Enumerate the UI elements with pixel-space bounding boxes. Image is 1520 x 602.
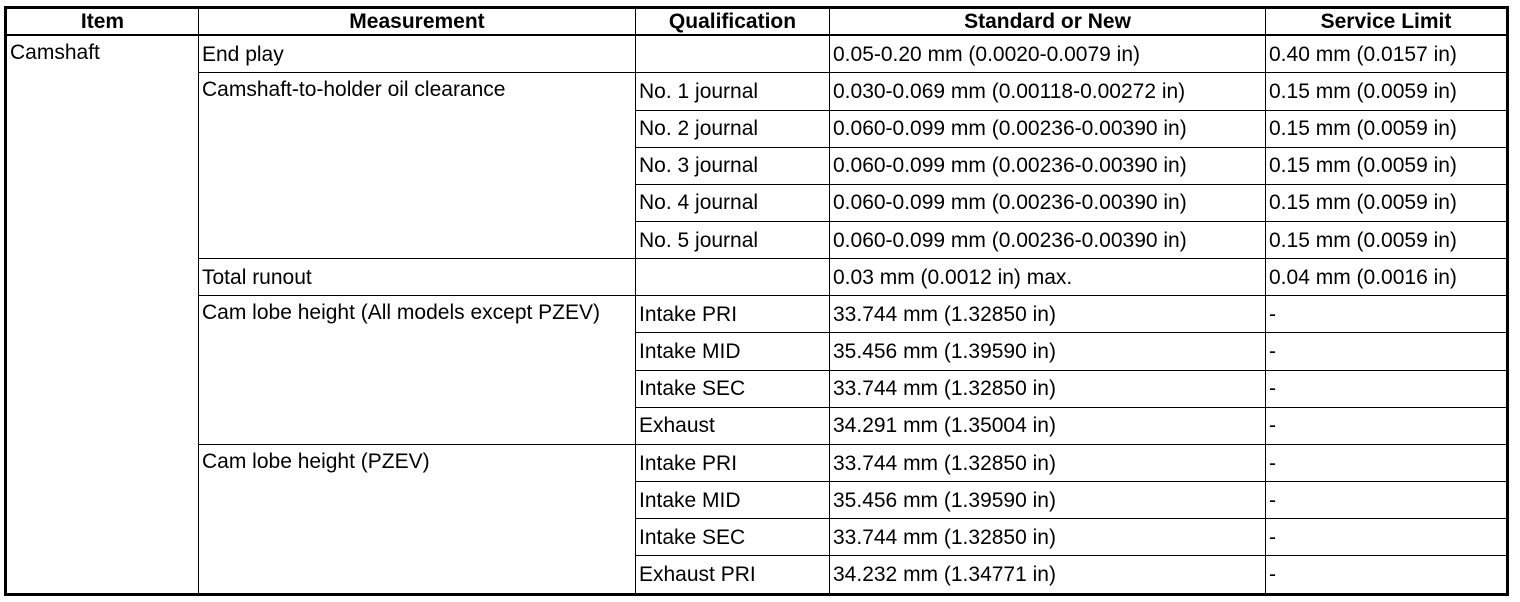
- standard-cell: 0.03 mm (0.0012 in) max.: [830, 259, 1266, 296]
- limit-cell: -: [1266, 407, 1508, 444]
- standard-cell: 0.060-0.099 mm (0.00236-0.00390 in): [830, 147, 1266, 184]
- limit-cell: 0.15 mm (0.0059 in): [1266, 73, 1508, 110]
- limit-cell: -: [1266, 482, 1508, 519]
- measurement-cell: Cam lobe height (PZEV): [199, 444, 636, 594]
- qualification-cell: No. 2 journal: [636, 110, 830, 147]
- header-measurement: Measurement: [199, 8, 636, 36]
- table-row: [6, 35, 1508, 73]
- limit-cell: 0.15 mm (0.0059 in): [1266, 184, 1508, 221]
- qualification-cell: [636, 259, 830, 296]
- standard-cell: 34.291 mm (1.35004 in): [830, 407, 1266, 444]
- header-service-limit: Service Limit: [1266, 8, 1508, 36]
- limit-cell: -: [1266, 556, 1508, 595]
- limit-cell: -: [1266, 333, 1508, 370]
- measurement-cell: Cam lobe height (All models except PZEV): [199, 296, 636, 445]
- limit-cell: -: [1266, 444, 1508, 481]
- limit-cell: -: [1266, 296, 1508, 333]
- qualification-cell: Exhaust: [636, 407, 830, 444]
- qualification-cell: Intake SEC: [636, 370, 830, 407]
- limit-cell: -: [1266, 370, 1508, 407]
- qualification-cell: Exhaust PRI: [636, 556, 830, 595]
- standard-cell: 33.744 mm (1.32850 in): [830, 519, 1266, 556]
- table-row: [6, 73, 1508, 110]
- qualification-cell: Intake MID: [636, 333, 830, 370]
- standard-cell: 0.060-0.099 mm (0.00236-0.00390 in): [830, 110, 1266, 147]
- table-row: [6, 296, 1508, 333]
- limit-cell: 0.04 mm (0.0016 in): [1266, 259, 1508, 296]
- limit-cell: -: [1266, 519, 1508, 556]
- measurement-cell: Total runout: [199, 259, 636, 296]
- qualification-cell: No. 1 journal: [636, 73, 830, 110]
- qualification-cell: Intake MID: [636, 482, 830, 519]
- qualification-cell: No. 5 journal: [636, 221, 830, 258]
- standard-cell: 0.030-0.069 mm (0.00118-0.00272 in): [830, 73, 1266, 110]
- standard-cell: 0.05-0.20 mm (0.0020-0.0079 in): [830, 35, 1266, 73]
- qualification-cell: No. 4 journal: [636, 184, 830, 221]
- measurement-cell: Camshaft-to-holder oil clearance: [199, 73, 636, 259]
- limit-cell: 0.40 mm (0.0157 in): [1266, 35, 1508, 73]
- limit-cell: 0.15 mm (0.0059 in): [1266, 110, 1508, 147]
- header-row: [6, 8, 1508, 36]
- header-item: Item: [6, 8, 199, 36]
- limit-cell: 0.15 mm (0.0059 in): [1266, 147, 1508, 184]
- standard-cell: 33.744 mm (1.32850 in): [830, 444, 1266, 481]
- standard-cell: 33.744 mm (1.32850 in): [830, 296, 1266, 333]
- qualification-cell: [636, 35, 830, 73]
- qualification-cell: Intake SEC: [636, 519, 830, 556]
- standard-cell: 0.060-0.099 mm (0.00236-0.00390 in): [830, 221, 1266, 258]
- qualification-cell: Intake PRI: [636, 296, 830, 333]
- standard-cell: 35.456 mm (1.39590 in): [830, 333, 1266, 370]
- header-qualification: Qualification: [636, 8, 830, 36]
- qualification-cell: Intake PRI: [636, 444, 830, 481]
- standard-cell: 0.060-0.099 mm (0.00236-0.00390 in): [830, 184, 1266, 221]
- qualification-cell: No. 3 journal: [636, 147, 830, 184]
- standard-cell: 33.744 mm (1.32850 in): [830, 370, 1266, 407]
- measurement-cell: End play: [199, 35, 636, 73]
- header-standard: Standard or New: [830, 8, 1266, 36]
- standard-cell: 35.456 mm (1.39590 in): [830, 482, 1266, 519]
- camshaft-spec-table: [4, 6, 1509, 596]
- standard-cell: 34.232 mm (1.34771 in): [830, 556, 1266, 595]
- item-cell: Camshaft: [6, 35, 199, 595]
- limit-cell: 0.15 mm (0.0059 in): [1266, 221, 1508, 258]
- table-row: [6, 444, 1508, 481]
- table-row: [6, 259, 1508, 296]
